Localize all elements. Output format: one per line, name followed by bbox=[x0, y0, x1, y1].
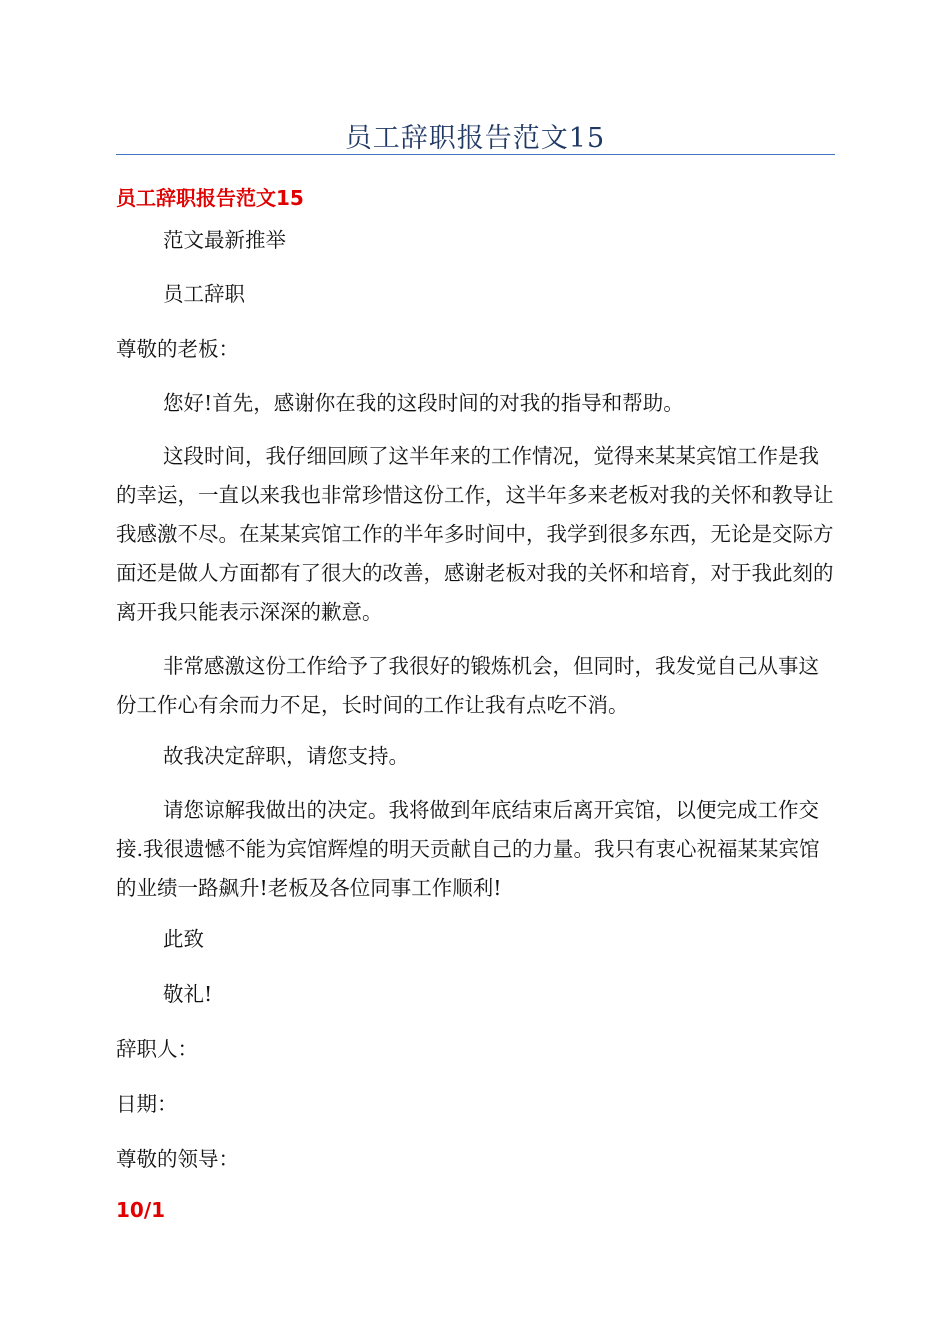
title-underline bbox=[116, 154, 835, 155]
paragraph-greeting: 您好!首先，感谢你在我的这段时间的对我的指导和帮助。 bbox=[163, 391, 684, 415]
paragraph-review: 这段时间，我仔细回顾了这半年来的工作情况，觉得来某某宾馆工作是我的幸运，一直以来我也非常珍惜这份工作，这半年多来老板对我的关怀和教导让我感激不尽。在某某宾馆工作的半年多时间中，我学到很多东西，无论是交际方面还是做人方面都有了很大的改善，感谢老板对我的关怀和培育，对于我此刻的离开我只能表示深深的歉意。 bbox=[116, 444, 834, 624]
paragraph-date: 日期： bbox=[116, 1092, 178, 1116]
paragraph-decision: 故我决定辞职，请您支持。 bbox=[163, 744, 409, 768]
paragraph-resigner: 辞职人： bbox=[116, 1037, 198, 1061]
paragraph-understanding: 请您谅解我做出的决定。我将做到年底结束后离开宾馆，以便完成工作交接.我很遗憾不能为宾馆辉煌的明天贡献自己的力量。我只有衷心祝福某某宾馆的业绩一路飙升!老板及各位同事工作顺利! bbox=[116, 798, 820, 900]
paragraph-salutation: 尊敬的老板： bbox=[116, 337, 239, 361]
paragraph-regards: 敬礼! bbox=[163, 982, 213, 1006]
paragraph-closing: 此致 bbox=[163, 927, 204, 951]
paragraph-subject: 员工辞职 bbox=[163, 282, 245, 306]
document-title: 员工辞职报告范文15 bbox=[344, 123, 606, 154]
paragraph-salutation-2: 尊敬的领导： bbox=[116, 1147, 239, 1171]
paragraph-recommend: 范文最新推举 bbox=[163, 228, 286, 252]
section-heading: 员工辞职报告范文15 bbox=[116, 186, 304, 210]
paragraph-gratitude: 非常感激这份工作给予了我很好的锻炼机会，但同时，我发觉自己从事这份工作心有余而力不足，长时间的工作让我有点吃不消。 bbox=[116, 654, 819, 717]
page-number: 10/1 bbox=[116, 1198, 166, 1222]
